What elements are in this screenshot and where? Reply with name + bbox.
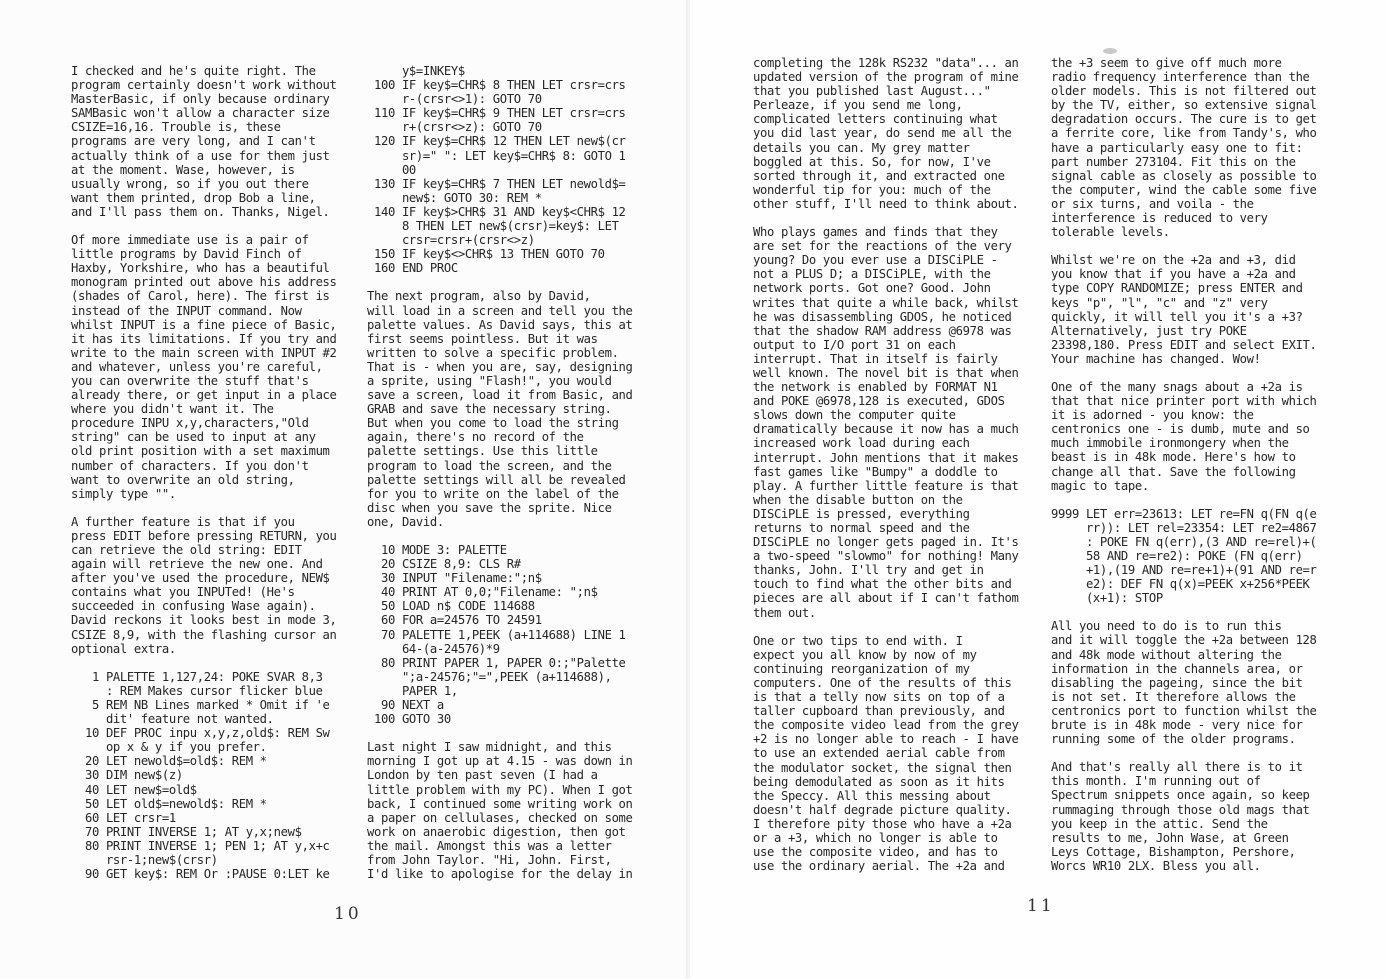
code-listing-48k-toggle: 9999 LET err=23613: LET re=FN q(FN q(e rr)): LET rel=23354: LET re2=4867 : POKE FN q(err),(3 AND re=rel)+( 58 AND re=re2): POKE (FN q(err) +1),(19 AND re=re+1)+(91 AND re=r e2): DEF FN q(x)=PEEK x+256*PEEK (x+1): STOP [1051, 506, 1317, 606]
paragraph: One or two tips to end with. I expect you all know by now of my continuing reorganization of my computers. One of the results of this is that a telly now sits on top of a taller cupboard than previously, and the composite video lead from the grey +2 is no longer able to reach - I have to use an extended aerial cable from the modulator socket, the signal then being demodulated as soon as it hits the Speccy. All this messing about doesn't half degrade picture quality. I therefore pity those who have a +2a or a +3, which no longer is able to use the composite video, and has to use the ordinary aerial. The +2a and [753, 633, 1019, 874]
paragraph: Who plays games and finds that they are set for the reactions of the very young? Do you ever use a DISCiPLE - not a PLUS D; a DISCiPLE, with the network ports. Got one? Good. John writes that quite a while back, whilst he was disassembling GDOS, he noticed that the shadow RAM address @6978 was output to I/O port 31 on each interrupt. That in itself is fairly well known. The novel bit is that when the network is enabled by FORMAT N1 and POKE @6978,128 is executed, GDOS slows down the computer quite dramatically because it now has a much increased work load during each interrupt. John mentions that it makes fast games like "Bumpy" a doddle to play. A further little feature is that when the disable button on the DISCiPLE is pressed, everything returns to normal speed and the DISCiPLE no longer gets paged in. It's a two-speed "slowmo" for nothing! Many thanks, John. I'll try and get in touch to find what the other bits and pieces are all about if I can't fathom them out. [753, 225, 1019, 620]
paragraph: The next program, also by David, will load in a screen and tell you the palette values. As David says, this at first seems pointless. But it was written to solve a specific problem. That is - when you are, say, designing a sprite, using "Flash!", you would save a screen, load it from Basic, and GRAB and save the necessary string. But when you come to load the string again, there's no record of the palette settings. Use this little program to load the screen, and the palette settings will all be revealed for you to write on the label of the disc when you save the sprite. Nice one, David. [367, 289, 633, 529]
right-page-column-2 [1051, 56, 1323, 887]
paragraph: A further feature is that if you press EDIT before pressing RETURN, you can retrieve the old string: EDIT again will retrieve the new one. And after you've used the procedure, NEW$ contains what you INPUTed! (He's succeeded in confusing Wase again). David reckons it looks best in mode 3, CSIZE 8,9, with the flashing cursor an optional extra. [71, 514, 337, 656]
print-speck [1103, 48, 1117, 54]
right-page [690, 0, 1386, 979]
page-number: 10 [334, 904, 362, 924]
left-page-column-1 [71, 64, 343, 895]
code-listing-palette: 10 MODE 3: PALETTE 20 CSIZE 8,9: CLS R# 30 INPUT "Filename:";n$ 40 PRINT AT 0,0;"Filename: ";n$ 50 LOAD n$ CODE 114688 60 FOR a=24576 TO 24591 70 PALETTE 1,PEEK (a+114688) LINE 1 64-(a-24576)*9 80 PRINT PAPER 1, PAPER 0:;"Palette ";a-24576;"=",PEEK (a+114688), PAPER 1, 90 NEXT a 100 GOTO 30 [373, 543, 626, 727]
paragraph: One of the many snags about a +2a is that that nice printer port with which it is adorned - you know: the centronics one - is dumb, mute and so much immobile ironmongery when the beast is in 48k mode. Here's how to change all that. Save the following magic to tape. [1051, 379, 1317, 493]
page-number: 11 [1027, 896, 1055, 916]
paragraph: I checked and he's quite right. The program certainly doesn't work without MasterBasic, if only because ordinary SAMBasic won't allow a character size CSIZE=16,16. Trouble is, these programs are very long, and I can't actually think of a use for them just at the moment. Wase, however, is usually wrong, so if you out there want them printed, drop Bob a line, and I'll pass them on. Thanks, Nigel. [71, 64, 337, 219]
code-listing-input-procedure-continued: y$=INKEY$ 100 IF key$=CHR$ 8 THEN LET crsr=crs r-(crsr<>1): GOTO 70 110 IF key$=CHR$ 9 THEN LET crsr=crs r+(crsr<>z): GOTO 70 120 IF key$=CHR$ 12 THEN LET new$(cr sr)=" ": LET key$=CHR$ 8: GOTO 1 00 130 IF key$=CHR$ 7 THEN LET newold$= new$: GOTO 30: REM * 140 IF key$>CHR$ 31 AND key$<CHR$ 12 8 THEN LET new$(crsr)=key$: LET crsr=crsr+(crsr<>z) 150 IF key$<>CHR$ 13 THEN GOTO 70 160 END PROC [373, 64, 626, 276]
paragraph: completing the 128k RS232 "data"... an updated version of the program of mine that you published last August..." Perleaze, if you send me long, complicated letters continuing what you did last year, do send me all the details you can. My grey matter boggled at this. So, for now, I've sorted through it, and extracted one wonderful tip for you: much of the other stuff, I'll need to think about. [753, 56, 1019, 211]
left-page [0, 0, 690, 979]
paragraph: Of more immediate use is a pair of little programs by David Finch of Haxby, Yorkshire, who has a beautiful monogram printed out above his address (shades of Carol, here). The first is instead of the INPUT command. Now whilst INPUT is a fine piece of Basic, it has its limitations. If you try and write to the main screen with INPUT #2 and whatever, unless you're careful, you can overwrite the stuff that's already there, or get input in a place where you didn't want it. The procedure INPU x,y,characters,"Old string" can be used to input at any old print position with a set maximum number of characters. If you don't want to overwrite an old string, simply type "". [71, 233, 337, 501]
paragraph: All you need to do is to run this and it will toggle the +2a between 128 and 48k mode without altering the information in the channels area, or disabling the pageing, since the bit is not set. It therefore allows the centronics port to function whilst the brute is in 48k mode - very nice for running some of the older programs. [1051, 619, 1317, 747]
paragraph: And that's really all there is to it this month. I'm running out of Spectrum snippets once again, so keep rummaging through those old mags that you keep in the attic. Send the results to me, John Wase, at Green Leys Cottage, Bishampton, Pershore, Worcs WR10 2LX. Bless you all. [1051, 760, 1310, 873]
code-listing-input-procedure: 1 PALETTE 1,127,24: POKE SVAR 8,3 : REM Makes cursor flicker blue 5 REM NB Lines marked * Omit if 'e dit' feature not wanted. 10 DEF PROC inpu x,y,z,old$: REM Sw op x & y if you prefer. 20 LET newold$=old$: REM * 30 DIM new$(z) 40 LET new$=old$ 50 LET old$=newold$: REM * 60 LET crsr=1 70 PRINT INVERSE 1; AT y,x;new$ 80 PRINT INVERSE 1; PEN 1; AT y,x+c rsr-1;new$(crsr) 90 GET key$: REM Or :PAUSE 0:LET ke [84, 669, 330, 882]
paragraph: Last night I saw midnight, and this morning I got up at 4.15 - was down in London by ten past seven (I had a little problem with my PC). When I got back, I continued some writing work on a paper on cellulases, checked on some work on anaerobic digestion, then got the mail. Amongst this was a letter from John Taylor. "Hi, John. First, I'd like to apologise for the delay in [367, 740, 633, 882]
left-page-column-2 [367, 64, 637, 895]
paragraph: the +3 seem to give off much more radio frequency interference than the older models. This is not filtered out by the TV, either, so extensive signal degradation occurs. The cure is to get a ferrite core, like from Tandy's, who have a particularly easy one to fit: part number 273104. Fit this on the signal cable as closely as possible to the computer, wind the cable some five or six turns, and voila - the interference is reduced to very tolerable levels. [1051, 56, 1317, 240]
paragraph: Whilst we're on the +2a and +3, did you know that if you have a +2a and type COPY RANDOMIZE; press ENTER and keys "p", "l", "c" and "z" very quickly, it will tell you it's a +3? Alternatively, just try POKE 23398,180. Press EDIT and select EXIT. Your machine has changed. Wow! [1051, 253, 1317, 366]
right-page-column-1 [753, 56, 1024, 887]
